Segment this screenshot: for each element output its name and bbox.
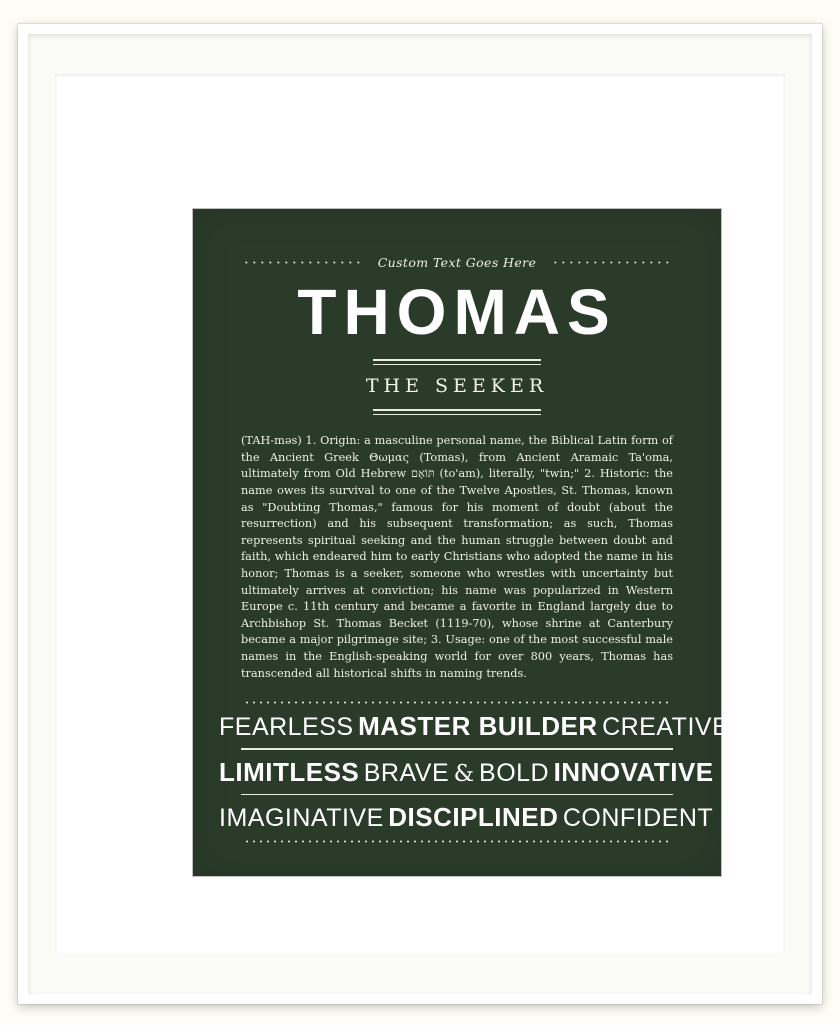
- trait-word: LIMITLESS: [219, 756, 360, 787]
- frame-mat: [55, 74, 785, 954]
- trait-word: FEARLESS: [219, 713, 354, 742]
- definition-text: (TAH-məs) 1. Origin: a masculine personal name, the Biblical Latin form of the Ancient Greek Θωμας (Tomas), from Ancient Aramaic Ta'oma, ultimately from Old Hebrew תּוֹאָם (to'am), literally, "twin;" 2. Historic: the name owes its survival to one of the Twelve Apostles, St. Thomas, known as "Doubting Thomas," famous for his moment of doubt (about the resurrection) and his subsequent transformation; as such, Thomas represents spiritual seeking and the human struggle between doubt and faith, which endeared him to early Christians who adopted the name in his honor; Thomas is a seeker, someone who wrestles with uncertainty but ultimately arrives at conviction; his name was popularized in Western Europe c. 11th century and became a favorite in England largely due to Archbishop St. Thomas Becket (1119-70), whose shrine at Canterbury became a major pilgrimage site; 3. Usage: one of the most successful male names in the English-speaking world for over 800 years, Thomas has transcended all historical shifts in naming trends.: [241, 434, 673, 680]
- trait-line-3: [219, 795, 714, 839]
- custom-text-row: [241, 255, 673, 270]
- page-title: THOMAS: [297, 276, 617, 348]
- picture-frame: [18, 24, 822, 1004]
- trait-word: INNOVATIVE: [553, 756, 714, 787]
- traits-dotted-rule-bottom: [241, 839, 673, 843]
- traits-block: [193, 700, 730, 843]
- divider-above-subtitle: [373, 359, 541, 365]
- trait-word: &: [453, 760, 475, 787]
- subtitle: THE SEEKER: [365, 375, 549, 398]
- trait-word: MASTER BUILDER: [358, 711, 598, 742]
- trait-line-2: [219, 750, 714, 794]
- divider-below-subtitle: [373, 409, 541, 415]
- custom-text: Custom Text Goes Here: [377, 255, 537, 270]
- dotted-rule-right: [550, 261, 673, 265]
- trait-word: IMAGINATIVE: [219, 804, 384, 833]
- trait-line-1: [219, 704, 730, 748]
- trait-word: CONFIDENT: [562, 804, 714, 833]
- trait-word: BRAVE: [363, 758, 450, 787]
- name-art-poster: [193, 209, 730, 876]
- trait-word: BOLD: [479, 758, 550, 787]
- dotted-rule-left: [241, 261, 364, 265]
- trait-word: DISCIPLINED: [388, 802, 559, 833]
- trait-word: CREATIVE: [602, 713, 730, 742]
